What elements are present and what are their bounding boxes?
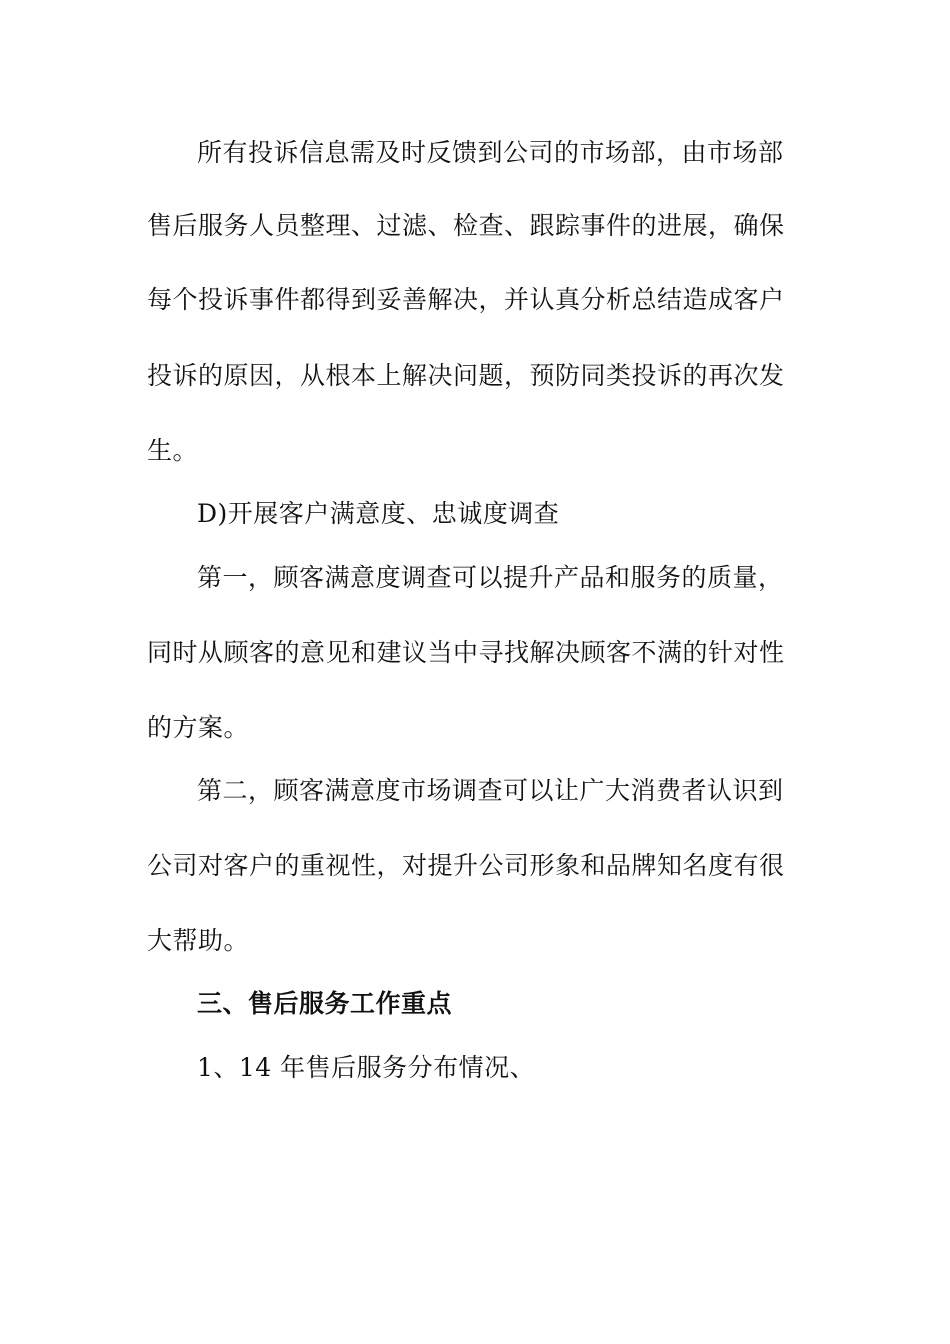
paragraph-line: 第二，顾客满意度市场调查可以让广大消费者认识到	[197, 776, 784, 805]
paragraph-line: 投诉的原因，从根本上解决问题，预防同类投诉的再次发	[147, 361, 785, 390]
paragraph-line: 同时从顾客的意见和建议当中寻找解决顾客不满的针对性	[147, 638, 785, 667]
section-heading-d: D)开展客户满意度、忠诚度调查	[197, 499, 560, 528]
paragraph-line: 所有投诉信息需及时反馈到公司的市场部，由市场部	[197, 138, 784, 167]
paragraph-line: 第一，顾客满意度调查可以提升产品和服务的质量，	[197, 563, 784, 592]
paragraph-line: 的方案。	[147, 713, 250, 742]
paragraph-line: 售后服务人员整理、过滤、检查、跟踪事件的进展，确保	[147, 211, 785, 240]
paragraph-line: 每个投诉事件都得到妥善解决，并认真分析总结造成客户	[147, 285, 785, 314]
section-heading-3: 三、售后服务工作重点	[197, 989, 453, 1018]
paragraph-line: 大帮助。	[147, 926, 250, 955]
list-item: 1、14 年售后服务分布情况、	[197, 1053, 536, 1082]
paragraph-line: 生。	[147, 436, 199, 465]
paragraph-line: 公司对客户的重视性，对提升公司形象和品牌知名度有很	[147, 851, 785, 880]
